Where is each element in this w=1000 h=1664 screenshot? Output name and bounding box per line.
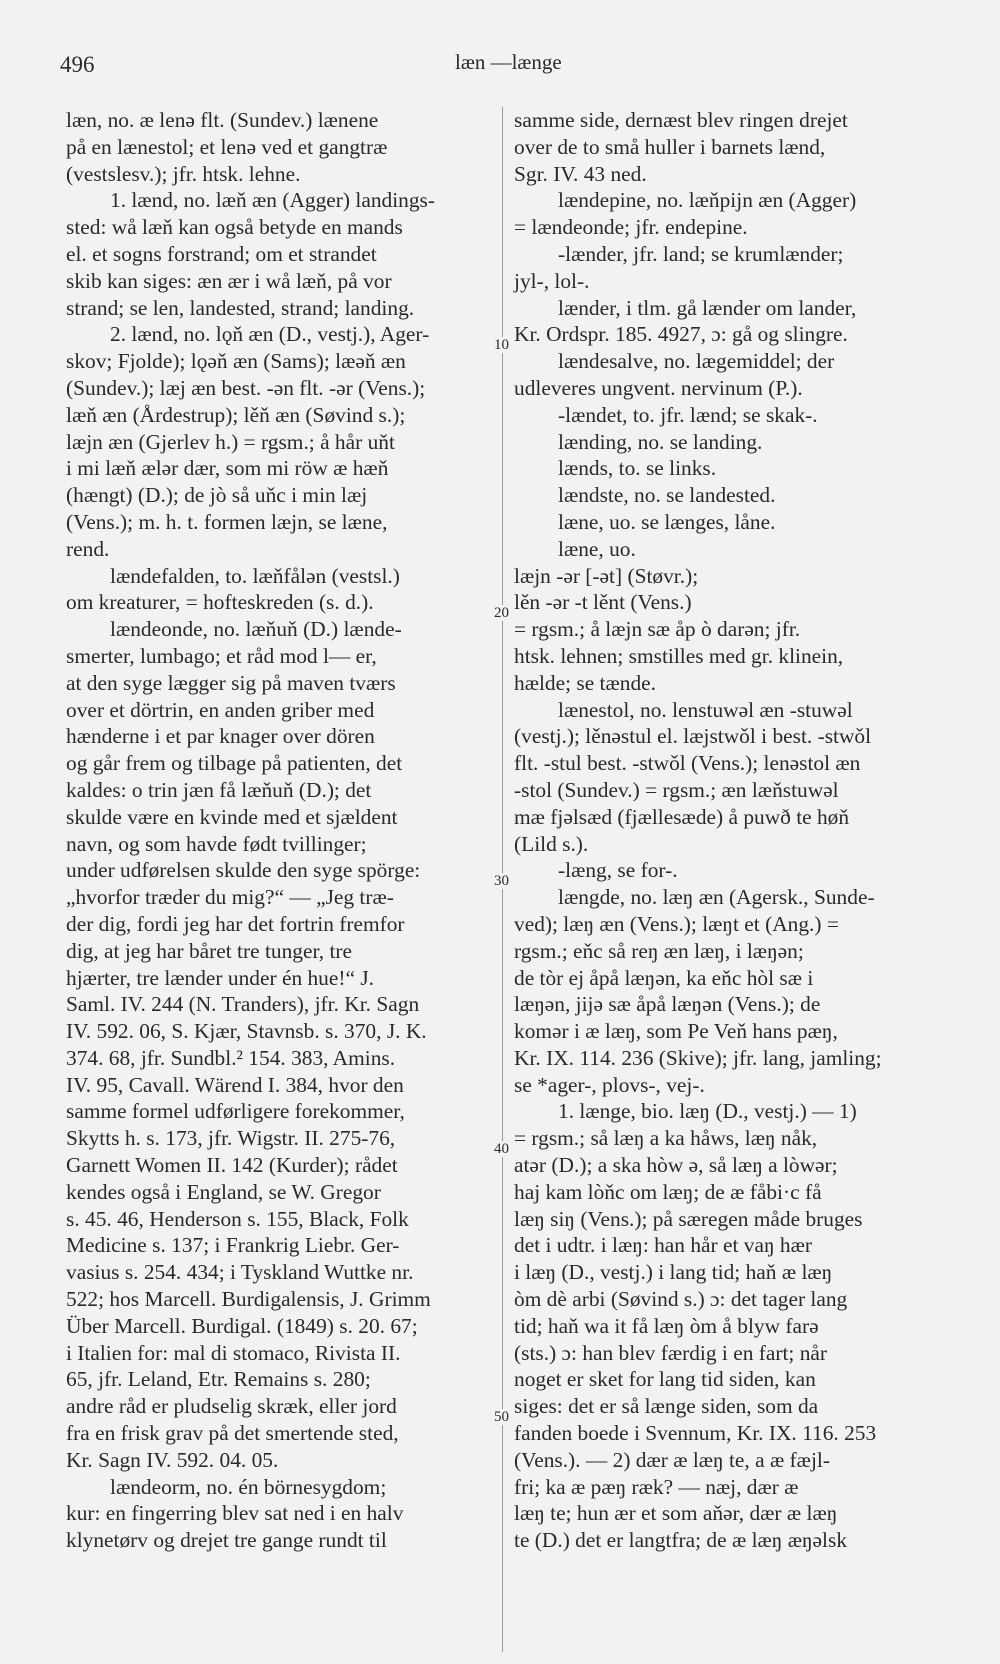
text-line: (Vens.); m. h. t. formen læjn, se læne,: [66, 509, 388, 534]
text-line: „hvorfor træder du mig?“ — „Jeg træ-: [66, 885, 394, 910]
text-line: lænds, to. se links.: [558, 456, 717, 481]
text-line: fri; ka æ pæŋ ræk? — næj, dær æ: [514, 1474, 799, 1499]
text-line: IV. 592. 06, S. Kjær, Stavnsb. s. 370, J. K.: [66, 1019, 427, 1044]
text-line: læne, uo.: [558, 536, 636, 561]
text-line: hænderne i et par knager over dören: [66, 724, 375, 749]
text-line: vasius s. 254. 434; i Tyskland Wuttke nr.: [66, 1260, 414, 1285]
text-line: (vestslesv.); jfr. htsk. lehne.: [66, 161, 301, 186]
text-line: (Vens.). — 2) dær æ læŋ te, a æ fæjl-: [514, 1447, 830, 1472]
text-line: sted: wå læň kan også betyde en mands: [66, 215, 403, 240]
text-line: udleveres ungvent. nervinum (P.).: [514, 375, 803, 400]
text-line: hælde; se tænde.: [514, 670, 656, 695]
text-line: lændste, no. se landested.: [558, 483, 776, 508]
text-line: haj kam lòňc om læŋ; de æ fåbi·c få: [514, 1179, 822, 1204]
line-number: 20: [494, 605, 509, 621]
text-line: strand; se len, landested, strand; landing.: [66, 295, 415, 320]
text-line: noget er sket for lang tid siden, kan: [514, 1367, 816, 1392]
text-line: (Sundev.); læj æn best. -ən flt. -ər (Vens.);: [66, 375, 426, 400]
text-line: jyl-, lol-.: [514, 268, 590, 293]
text-line: lændepine, no. læňpijn æn (Agger): [558, 188, 857, 213]
text-line: rgsm.; eňc så reŋ æn læŋ, i læŋən;: [514, 938, 804, 963]
text-line: IV. 95, Cavall. Wärend I. 384, hvor den: [66, 1072, 404, 1097]
text-line: -læng, se for-.: [558, 858, 678, 883]
line-number: 10: [494, 337, 509, 353]
text-line: læjn -ər [-ət] (Støvr.);: [514, 563, 699, 588]
right-column: [514, 107, 956, 1554]
text-line: over et dörtrin, en anden griber med: [66, 697, 375, 722]
text-line: lændeorm, no. én börnesygdom;: [110, 1474, 387, 1499]
left-column: [66, 107, 491, 1554]
text-line: de tòr ej åpå læŋən, ka eňc hòl sæ i: [514, 965, 814, 990]
text-line: det i udtr. i læŋ: han hår et vaŋ hær: [514, 1233, 812, 1258]
running-head: læn —længe: [455, 50, 562, 74]
text-line: Garnett Women II. 142 (Kurder); rådet: [66, 1153, 398, 1178]
text-line: dig, at jeg har båret tre tunger, tre: [66, 938, 353, 963]
text-line: skulde være en kvinde med et sjældent: [66, 804, 398, 829]
text-line: flt. -stul best. -stwǒl (Vens.); lenəstol æn: [514, 751, 861, 776]
text-line: = lændeonde; jfr. endepine.: [514, 215, 748, 240]
text-line: lænder, i tlm. gå lænder om lander,: [558, 295, 857, 320]
text-line: klynetørv og drejet tre gange rundt til: [66, 1528, 387, 1553]
text-line: komər i æ læŋ, som Pe Veň hans pæŋ,: [514, 1019, 838, 1044]
text-line: el. et sogns forstrand; om et strandet: [66, 241, 377, 266]
text-line: 1. lænd, no. læň æn (Agger) landings-: [110, 188, 435, 213]
text-line: lěn -ər -t lěnt (Vens.): [514, 590, 692, 615]
line-number: 30: [494, 873, 509, 889]
text-line: kur: en fingerring blev sat ned i en halv: [66, 1501, 404, 1526]
line-number: 40: [494, 1141, 509, 1157]
text-line: og går frem og tilbage på patienten, det: [66, 751, 403, 776]
text-line: Kr. IX. 114. 236 (Skive); jfr. lang, jamling;: [514, 1045, 882, 1070]
text-line: (vestj.); lěnəstul el. læjstwǒl i best. -stwǒl: [514, 724, 872, 749]
text-line: -lænder, jfr. land; se krumlænder;: [558, 241, 844, 266]
text-line: òm dè arbi (Søvind s.) ɔ: det tager lang: [514, 1287, 848, 1312]
text-line: se *ager-, plovs-, vej-.: [514, 1072, 705, 1097]
text-line: at den syge lægger sig på maven tværs: [66, 670, 396, 695]
text-line: atər (D.); a ska hòw ə, så læŋ a lòwər;: [514, 1153, 838, 1178]
text-line: læne, uo. se længes, låne.: [558, 509, 776, 534]
text-line: Saml. IV. 244 (N. Tranders), jfr. Kr. Sagn: [66, 992, 420, 1017]
page-number: 496: [60, 52, 95, 77]
text-line: i læŋ (D., vestj.) i lang tid; haň æ læŋ: [514, 1260, 833, 1285]
text-line: mæ fjəlsæd (fjællesæde) å puwð te høň: [514, 804, 850, 829]
text-line: Medicine s. 137; i Frankrig Liebr. Ger-: [66, 1233, 400, 1258]
text-line: lændesalve, no. lægemiddel; der: [558, 349, 835, 374]
text-line: smerter, lumbago; et råd mod l— er,: [66, 643, 377, 668]
text-line: navn, og som havde født tvillinger;: [66, 831, 367, 856]
text-line: kendes også i England, se W. Gregor: [66, 1179, 381, 1204]
text-line: Kr. Sagn IV. 592. 04. 05.: [66, 1447, 279, 1472]
text-line: 1. længe, bio. læŋ (D., vestj.) — 1): [558, 1099, 857, 1124]
text-line: i Italien for: mal di stomaco, Rivista II.: [66, 1340, 401, 1365]
text-line: fanden boede i Svennum, Kr. IX. 116. 253: [514, 1421, 877, 1446]
text-line: siges: det er så længe siden, som da: [514, 1394, 819, 1419]
text-line: lænding, no. se landing.: [558, 429, 763, 454]
text-line: Kr. Ordspr. 185. 4927, ɔ: gå og slingre.: [514, 322, 848, 347]
text-line: om kreaturer, = hofteskreden (s. d.).: [66, 590, 374, 615]
text-line: = rgsm.; å læjn sæ åp ò darən; jfr.: [514, 617, 801, 642]
text-line: lændeonde, no. læňuň (D.) lænde-: [110, 617, 402, 642]
text-line: læň æn (Årdestrup); lěň æn (Søvind s.);: [66, 402, 406, 427]
text-line: over de to små huller i barnets lænd,: [514, 134, 826, 159]
text-line: (Lild s.).: [514, 831, 589, 856]
text-line: i mi læň ælər dær, som mi röw æ hæň: [66, 456, 389, 481]
text-line: te (D.) det er langtfra; de æ læŋ æŋəlsk: [514, 1528, 848, 1553]
text-line: fra en frisk grav på det smertende sted,: [66, 1421, 399, 1446]
text-line: 2. lænd, no. lǫň æn (D., vestj.), Ager-: [110, 322, 430, 347]
text-line: læŋ siŋ (Vens.); på særegen måde bruges: [514, 1206, 863, 1231]
text-line: læŋən, jijə sæ åpå læŋən (Vens.); de: [514, 992, 821, 1017]
text-line: = rgsm.; så læŋ a ka håws, læŋ nåk,: [514, 1126, 818, 1151]
text-line: længde, no. læŋ æn (Agersk., Sunde-: [558, 885, 875, 910]
text-line: s. 45. 46, Henderson s. 155, Black, Folk: [66, 1206, 409, 1231]
text-line: htsk. lehnen; smstilles med gr. klinein,: [514, 643, 844, 668]
text-line: rend.: [66, 536, 110, 561]
text-line: læn, no. æ lenə flt. (Sundev.) lænene: [66, 108, 379, 132]
text-line: samme formel udførligere forekommer,: [66, 1099, 405, 1124]
text-line: -stol (Sundev.) = rgsm.; æn læňstuwəl: [514, 777, 839, 802]
text-line: skib kan siges: æn ær i wå læň, på vor: [66, 268, 392, 293]
text-line: (hængt) (D.); de jò så uňc i min læj: [66, 483, 368, 508]
text-line: på en lænestol; et lenə ved et gangtræ: [66, 134, 388, 159]
line-number: 50: [494, 1409, 509, 1425]
text-line: lændefalden, to. læňfålən (vestsl.): [110, 563, 400, 588]
text-line: hjærter, tre lænder under én hue!“ J.: [66, 965, 375, 990]
text-line: Skytts h. s. 173, jfr. Wigstr. II. 275-76,: [66, 1126, 396, 1151]
text-line: -lændet, to. jfr. lænd; se skak-.: [558, 402, 818, 427]
text-line: Sgr. IV. 43 ned.: [514, 161, 647, 186]
text-line: kaldes: o trin jæn få læňuň (D.); det: [66, 777, 372, 802]
text-line: læŋ te; hun ær et som aňər, dær æ læŋ: [514, 1501, 838, 1526]
text-line: samme side, dernæst blev ringen drejet: [514, 108, 848, 132]
text-line: (sts.) ɔ: han blev færdig i en fart; når: [514, 1340, 828, 1365]
text-line: Über Marcell. Burdigal. (1849) s. 20. 67;: [66, 1313, 418, 1338]
text-line: læjn æn (Gjerlev h.) = rgsm.; å hår uňt: [66, 429, 395, 454]
text-line: 65, jfr. Leland, Etr. Remains s. 280;: [66, 1367, 371, 1392]
text-line: under udførelsen skulde den syge spörge:: [66, 858, 421, 883]
text-line: 522; hos Marcell. Burdigalensis, J. Grimm: [66, 1287, 431, 1312]
text-line: der dig, fordi jeg har det fortrin fremfor: [66, 911, 405, 936]
text-line: lænestol, no. lenstuwəl æn -stuwəl: [558, 697, 853, 722]
text-line: tid; haň wa it få læŋ òm å blyw farə: [514, 1313, 819, 1338]
text-line: ved); læŋ æn (Vens.); læŋt et (Ang.) =: [514, 911, 839, 936]
text-line: 374. 68, jfr. Sundbl.² 154. 383, Amins.: [66, 1045, 396, 1070]
text-line: andre råd er pludselig skræk, eller jord: [66, 1394, 397, 1419]
text-line: skov; Fjolde); lǫəň æn (Sams); læəň æn: [66, 349, 406, 374]
